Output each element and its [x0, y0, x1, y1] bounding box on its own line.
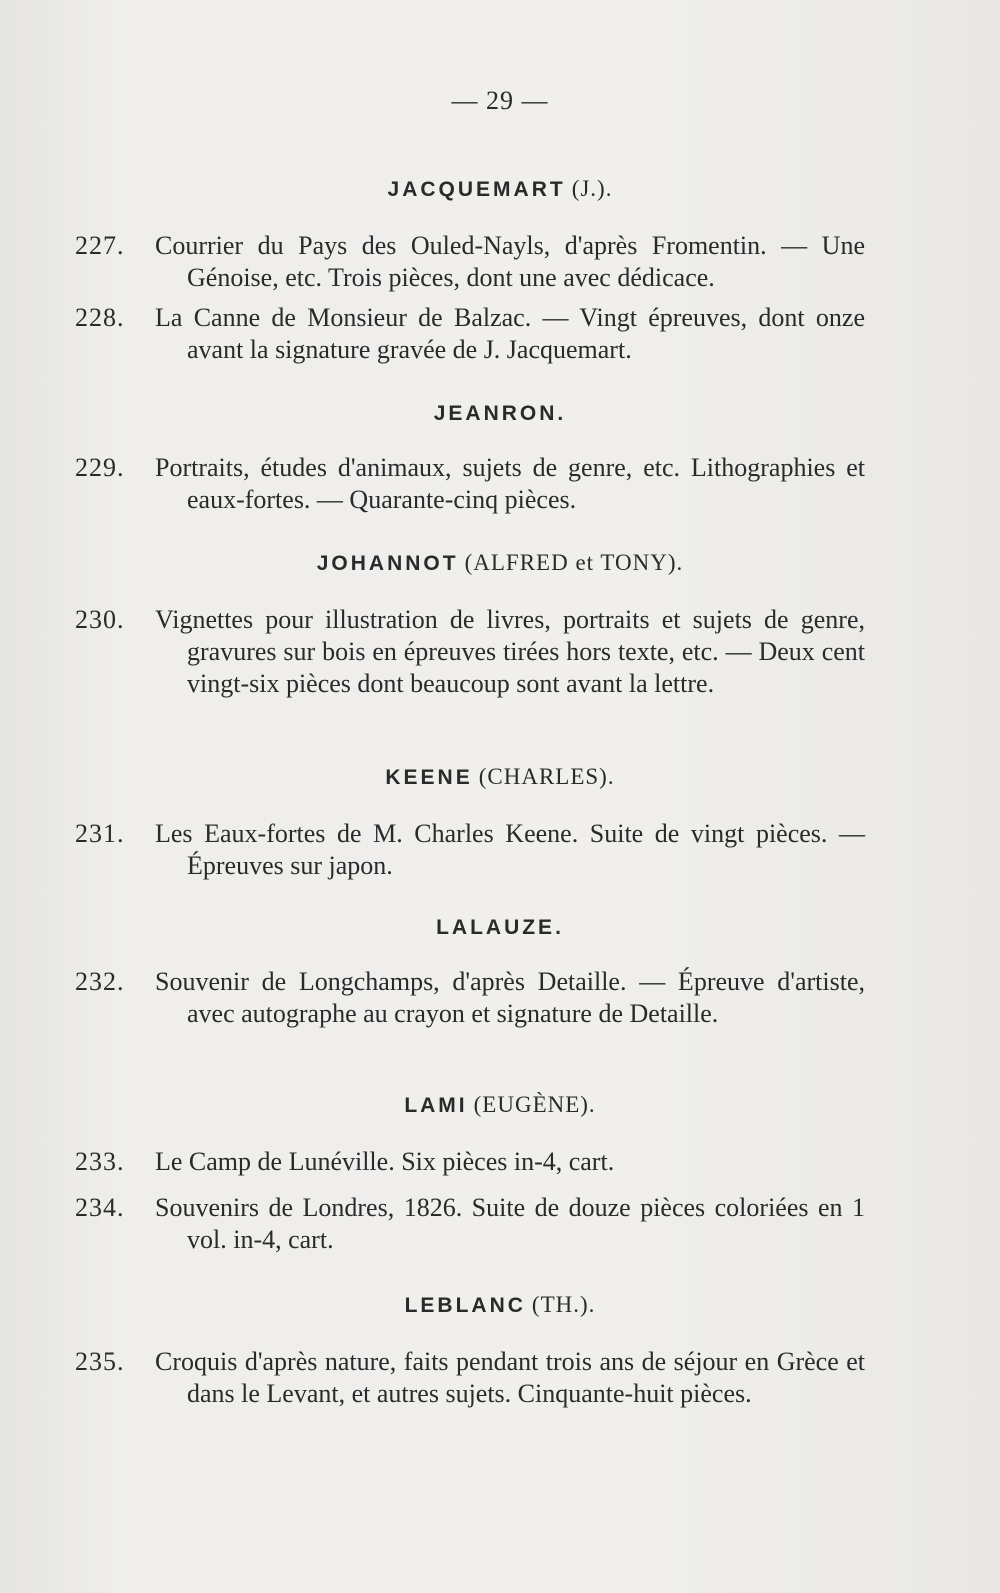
catalogue-entry-228	[75, 302, 865, 366]
artist-qualifier: (EUGÈNE).	[473, 1092, 596, 1117]
entry-number: 232.	[75, 967, 125, 996]
catalogue-entry-235	[75, 1346, 865, 1410]
section-heading-keene	[0, 764, 1000, 791]
section-heading-lami	[0, 1092, 1000, 1119]
artist-name: JEANRON.	[433, 402, 567, 425]
catalogue-entry-229	[75, 452, 865, 516]
entry-text: Souvenir de Longchamps, d'après Detaille. — Épreuve d'artiste, avec autographe au crayon et signature de Detaille.	[155, 967, 865, 1028]
catalogue-entry-227	[75, 230, 865, 294]
catalogue-entry-232	[75, 966, 865, 1030]
artist-name: JOHANNOT	[316, 552, 459, 575]
artist-qualifier: (ALFRED et TONY).	[464, 550, 684, 575]
artist-name: JACQUEMART	[387, 178, 566, 201]
section-heading-jeanron	[0, 400, 1000, 427]
artist-qualifier: (TH.).	[531, 1292, 596, 1317]
catalogue-entry-230	[75, 604, 865, 700]
section-heading-lalauze	[0, 914, 1000, 941]
entry-text: Souvenirs de Londres, 1826. Suite de douze pièces coloriées en 1 vol. in-4, cart.	[155, 1193, 865, 1254]
entry-number: 230.	[75, 605, 125, 634]
entry-number: 233.	[75, 1147, 125, 1176]
page-number: — 29 —	[451, 86, 549, 115]
catalogue-entry-231	[75, 818, 865, 882]
entry-text: La Canne de Monsieur de Balzac. — Vingt épreuves, dont onze avant la signature gravée de J. Jacquemart.	[155, 303, 865, 364]
entry-number: 231.	[75, 819, 125, 848]
entry-text: Les Eaux-fortes de M. Charles Keene. Suite de vingt pièces. — Épreuves sur japon.	[155, 819, 865, 880]
artist-qualifier: (CHARLES).	[478, 764, 615, 789]
catalogue-entry-234	[75, 1192, 865, 1256]
entry-number: 235.	[75, 1347, 125, 1376]
artist-name: LALAUZE.	[436, 916, 564, 939]
entry-text: Le Camp de Lunéville. Six pièces in-4, cart.	[155, 1147, 615, 1176]
section-heading-leblanc	[0, 1292, 1000, 1319]
entry-number: 229.	[75, 453, 125, 482]
entry-text: Courrier du Pays des Ouled-Nayls, d'après Fromentin. — Une Génoise, etc. Trois pièces, dont une avec dédicace.	[155, 231, 865, 292]
catalogue-entry-233	[75, 1146, 865, 1178]
entry-number: 227.	[75, 231, 125, 260]
entry-text: Croquis d'après nature, faits pendant trois ans de séjour en Grèce et dans le Levant, et autres sujets. Cinquante-huit pièces.	[155, 1347, 865, 1408]
artist-name: LAMI	[404, 1094, 468, 1117]
artist-name: KEENE	[385, 766, 473, 789]
artist-qualifier: (J.).	[571, 176, 613, 201]
artist-name: LEBLANC	[404, 1294, 526, 1317]
entry-text: Portraits, études d'animaux, sujets de genre, etc. Lithographies et eaux-fortes. — Quarante-cinq pièces.	[155, 453, 865, 514]
section-heading-jacquemart	[0, 176, 1000, 203]
entry-number: 234.	[75, 1193, 125, 1222]
entry-text: Vignettes pour illustration de livres, portraits et sujets de genre, gravures sur bois en épreuves tirées hors texte, etc. — Deux cent vingt-six pièces dont beaucoup sont avant la lettre.	[155, 605, 865, 698]
entry-number: 228.	[75, 303, 125, 332]
section-heading-johannot	[0, 550, 1000, 577]
